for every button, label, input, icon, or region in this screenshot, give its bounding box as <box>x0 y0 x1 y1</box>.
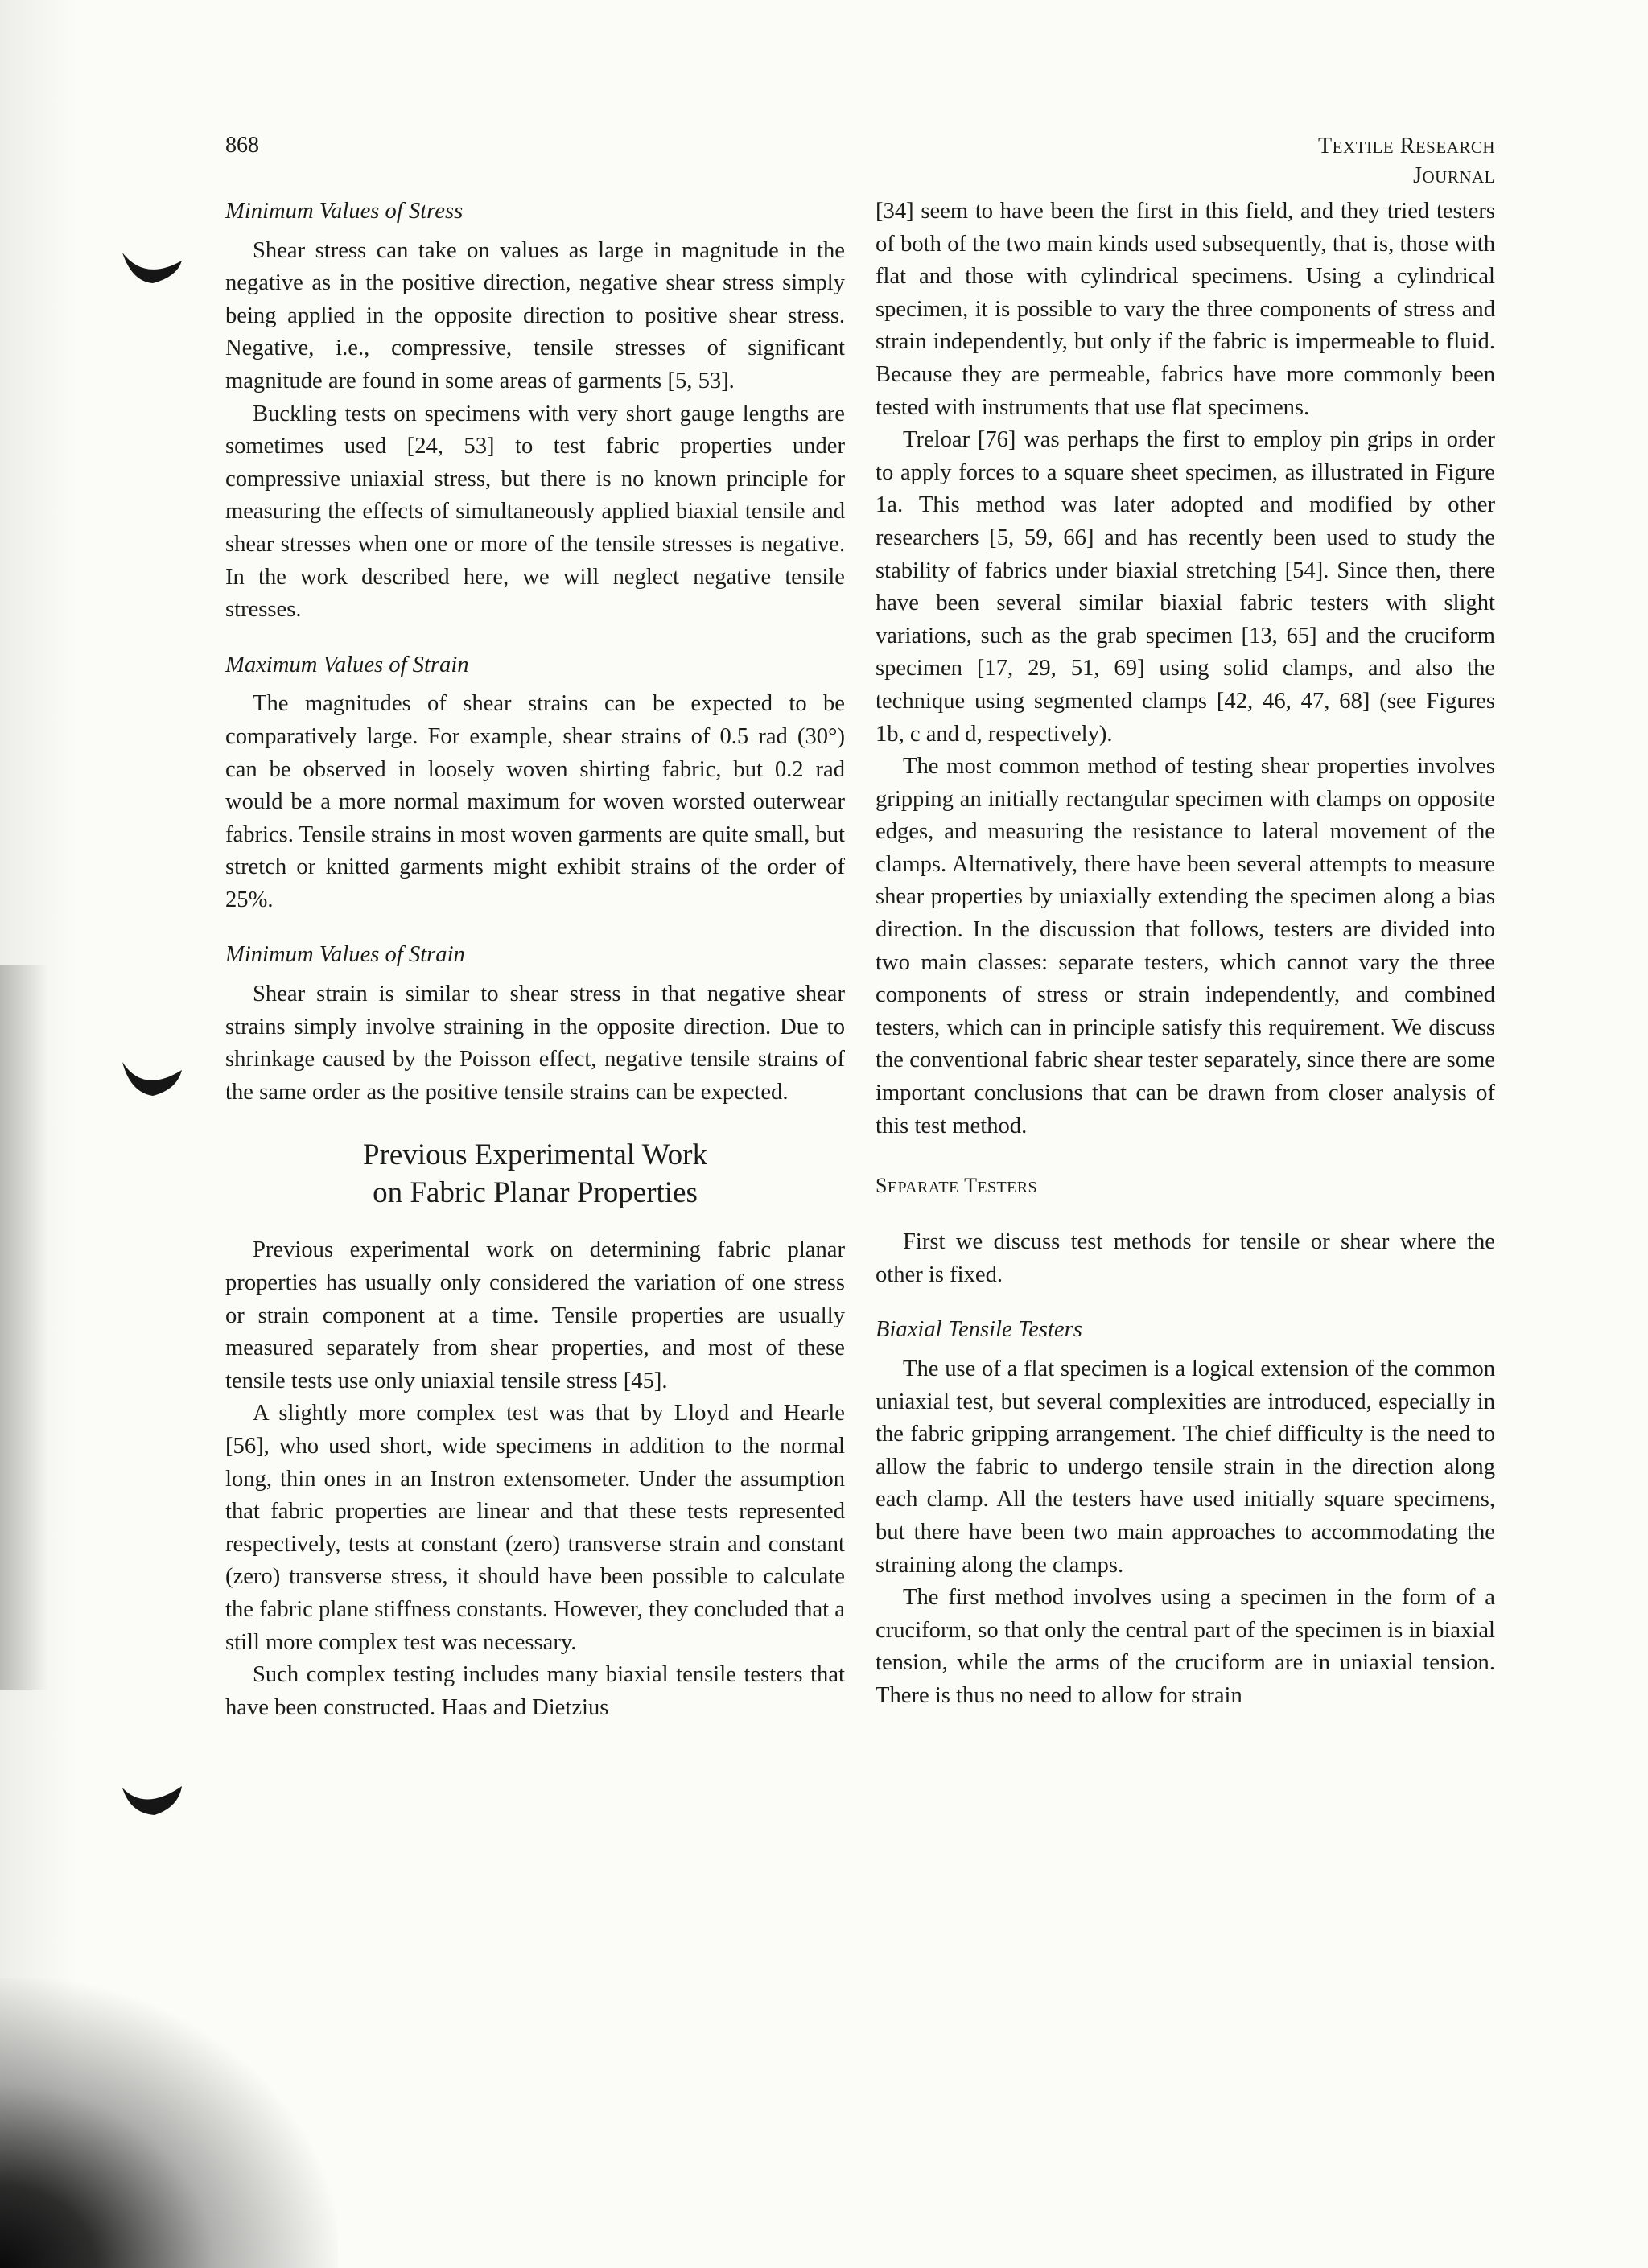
paragraph: The magnitudes of shear strains can be expected to be comparatively large. For example, shear strains of 0.5 rad (30°) can be observed in loosely woven shirting fabric, but 0.2 rad would be a more normal maximum for woven worsted outerwear fabrics. Tensile strains in most woven garments are quite small, but stretch or knitted garments might exhibit strains of the order of 25%. <box>225 691 845 912</box>
subsection-title: Maximum Values of Strain <box>225 652 469 677</box>
paragraph: First we discuss test methods for tensile or shear where the other is fixed. <box>876 1229 1495 1287</box>
paragraph: Such complex testing includes many biaxial tensile testers that have been constructed. Haas and Dietzius <box>225 1662 845 1720</box>
scan-edge-strip <box>0 965 48 1690</box>
paragraph: A slightly more complex test was that by Lloyd and Hearle [56], who used short, wide specimens in addition to the normal long, thin ones in an Instron extensometer. Under the assumption that fabric properties are linear and that these tests represented respectively, tests at constant (zero) transverse strain and constant (zero) transverse stress, it should have been possible to calculate the fabric plane stiffness constants. However, they concluded that a still more complex test was necessary. <box>225 1401 845 1655</box>
left-column <box>225 196 845 1724</box>
binding-hole-mark-icon <box>121 1780 183 1817</box>
paragraph: The most common method of testing shear properties involves gripping an initially rectangular specimen with clamps on opposite edges, and measuring the resistance to lateral movement of the clamps. Alternatively, there have been several attempts to measure shear properties by uniaxially extending the specimen along a bias direction. In the discussion that follows, testers are divided into two main classes: separate testers, which cannot vary the three components of stress or strain independently, and combined testers, which can in principle satisfy this requirement. We discuss the conventional fabric shear tester separately, since there are some important conclusions that can be drawn from closer analysis of this test method. <box>876 754 1495 1138</box>
section-title: Previous Experimental Work on Fabric Planar Properties <box>363 1138 707 1210</box>
paragraph: Shear strain is similar to shear stress in that negative shear strains simply involve straining in the opposite direction. Due to shrinkage caused by the Poisson effect, negative tensile strains of the same order as the positive tensile strains can be expected. <box>225 982 845 1105</box>
section-heading-separate-testers: SEPARATE TESTERS <box>876 1174 1037 1198</box>
scan-corner-smudge <box>0 1978 338 2268</box>
page-number: 868 <box>225 133 259 158</box>
subsection-title: Minimum Values of Stress <box>225 199 464 224</box>
running-head-journal-title: TEXTILE RESEARCH JOURNAL <box>1318 134 1495 188</box>
subsection-title: Minimum Values of Strain <box>225 942 465 968</box>
binding-hole-mark-icon <box>121 1060 183 1097</box>
paragraph: [34] seem to have been the first in this field, and they tried testers of both of the two main kinds used subsequently, that is, those with flat and those with cylindrical specimens. Using a cylindrical specimen, it is possible to vary the three components of stress and strain independently, but only if the fabric is impermeable to fluid. Because they are permeable, fabrics have more commonly been tested with instruments that use flat specimens. <box>876 199 1495 420</box>
paragraph: Treloar [76] was perhaps the first to employ pin grips in order to apply forces to a square sheet specimen, as illustrated in Figure 1a. This method was later adopted and modified by other researchers [5, 59, 66] and has recently been used to study the stability of fabrics under biaxial stretching [54]. Since then, there have been several similar biaxial fabric testers with slight variations, such as the grab specimen [13, 65] and the cruciform specimen [17, 29, 51, 69] using solid clamps, and also the technique using segmented clamps [42, 46, 47, 68] (see Figures 1b, c and d, respectively). <box>876 427 1495 747</box>
paragraph: Buckling tests on specimens with very short gauge lengths are sometimes used [24, 53] to test fabric properties under compressive uniaxial stress, but there is no known principle for measuring the effects of simultaneously applied biaxial tensile and shear stresses when one or more of the tensile stresses is negative. In the work described here, we will neglect negative tensile stresses. <box>225 401 845 623</box>
subsection-title: Biaxial Tensile Testers <box>876 1317 1082 1343</box>
paragraph: The first method involves using a specimen in the form of a cruciform, so that only the central part of the specimen is in biaxial tension, while the arms of the cruciform are in uniaxial tension. There is thus no need to allow for strain <box>876 1585 1495 1708</box>
paragraph: Previous experimental work on determining fabric planar properties has usually only considered the variation of one stress or strain component at a time. Tensile properties are usually measured separately from shear properties, and most of these tensile tests use only uniaxial tensile stress [45]. <box>225 1237 845 1393</box>
right-column <box>876 196 1495 1713</box>
paragraph: The use of a flat specimen is a logical extension of the common uniaxial test, but several complexities are introduced, especially in the fabric gripping arrangement. The chief difficulty is the need to allow the fabric to undergo tensile strain in the direction along each clamp. All the testers have used initially square specimens, but there have been two main approaches to accommodating the straining along the clamps. <box>876 1356 1495 1578</box>
paragraph: Shear stress can take on values as large in magnitude in the negative as in the positive direction, negative shear stress simply being applied in the opposite direction to positive shear stress. Negative, i.e., compressive, tensile stresses of significant magnitude are found in some areas of garments [5, 53]. <box>225 237 845 393</box>
binding-hole-mark-icon <box>121 249 183 286</box>
